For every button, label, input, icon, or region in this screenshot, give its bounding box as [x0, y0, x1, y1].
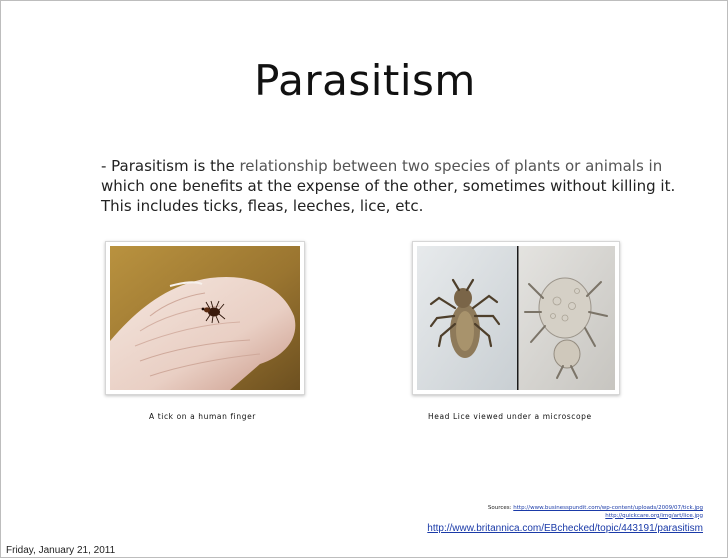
body-line-3: This includes ticks, fleas, leeches, lice, etc. [101, 197, 424, 215]
body-line-2: which one benefits at the expense of the other, sometimes without killing it. [101, 177, 676, 195]
tick-caption: A tick on a human finger [149, 412, 256, 421]
lice-photo-frame [412, 241, 620, 395]
slide-title: Parasitism [254, 56, 476, 105]
source-line-2 [427, 513, 703, 521]
tick-on-finger-photo [110, 246, 300, 390]
lice-caption: Head Lice viewed under a microscope [428, 412, 592, 421]
sources-block [427, 505, 703, 536]
tick-photo-frame [105, 241, 305, 395]
source-link-tick[interactable]: http://www.businesspundit.com/wp-content/uploads/2009/07/tick.jpg [513, 505, 703, 511]
sources-label: Sources: [487, 505, 514, 511]
head-lice-illustration [417, 246, 615, 390]
head-lice-microscope-photo [417, 246, 615, 390]
source-line-1 [427, 505, 703, 513]
body-line-1 [101, 156, 701, 176]
tick-on-finger-illustration [110, 246, 300, 390]
source-link-britannica[interactable]: http://www.britannica.com/EBchecked/topic/443191/parasitism [427, 523, 703, 534]
slide-body-text [101, 156, 701, 216]
source-link-lice[interactable]: http://quickcare.org/img/art/lice.jpg [605, 512, 703, 519]
body-line-1-rest: relationship between two species of plants or animals in [239, 157, 663, 175]
body-line-1-lead: - Parasitism is the [101, 157, 240, 175]
footer-date: Friday, January 21, 2011 [6, 545, 116, 556]
